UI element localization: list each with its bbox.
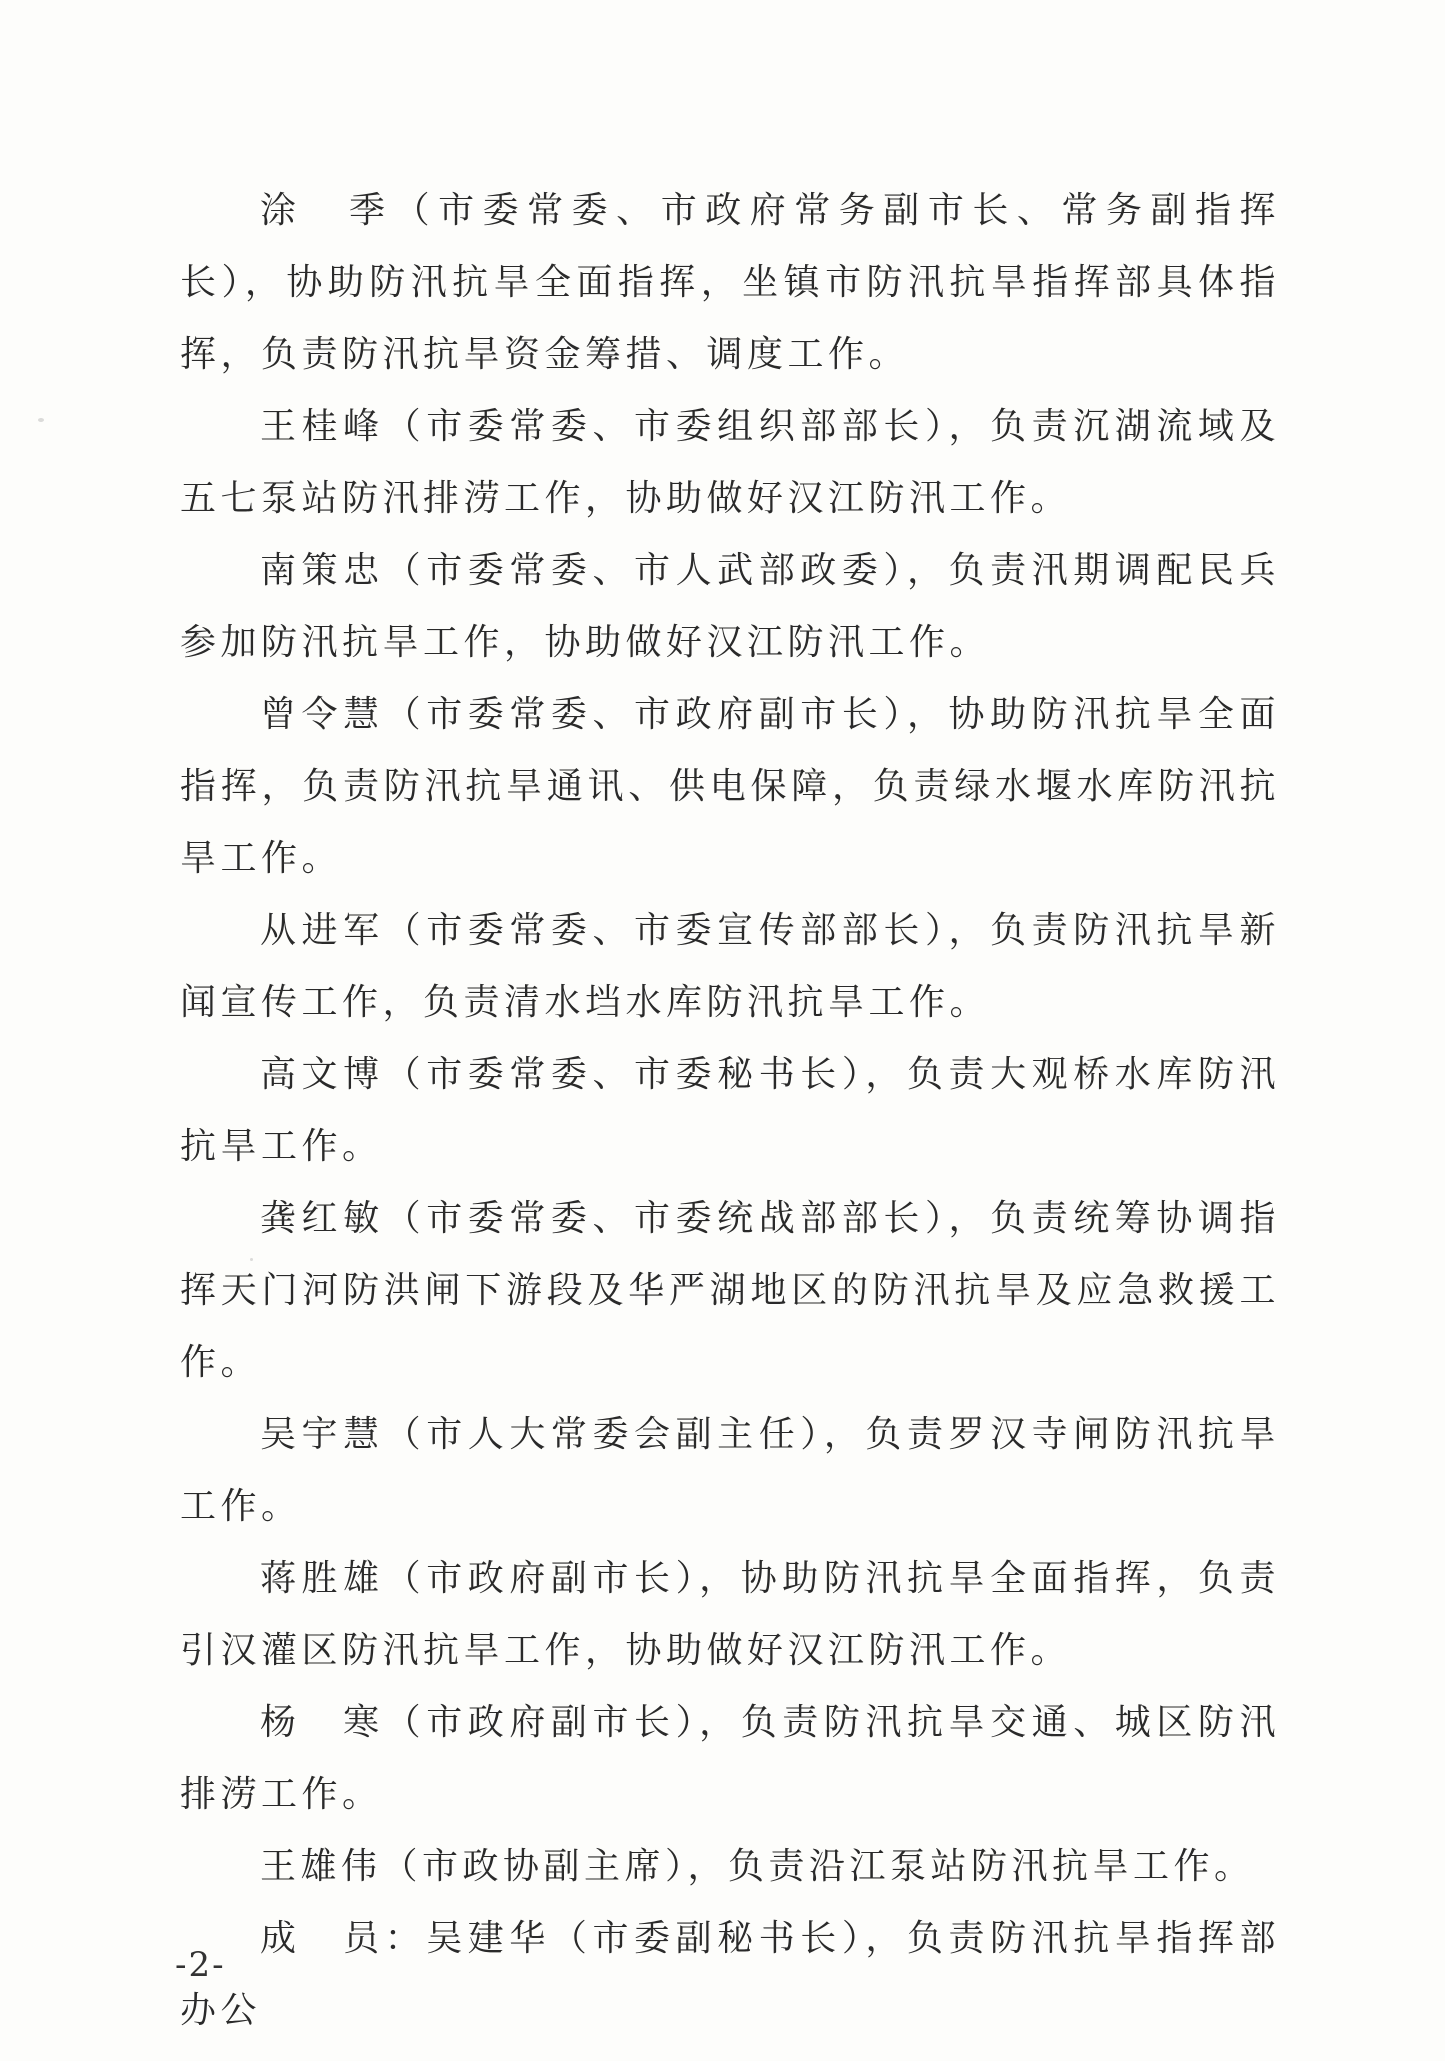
paragraph-wu-yuhui: 吴宇慧（市人大常委会副主任），负责罗汉寺闸防汛抗旱工作。	[180, 1414, 1280, 1527]
paragraph-nan-cezhong: 南策忠（市委常委、市人武部政委），负责汛期调配民兵参加防汛抗旱工作，协助做好汉江防汛工作。	[180, 550, 1280, 663]
page-number: -2-	[175, 1945, 226, 1985]
scan-speck	[38, 418, 44, 422]
paragraph-cong-jinjun: 从进军（市委常委、市委宣传部部长），负责防汛抗旱新闻宣传工作，负责清水垱水库防汛抗旱工作。	[180, 910, 1280, 1023]
paragraph-yang-han: 杨 寒（市政府副市长），负责防汛抗旱交通、城区防汛排涝工作。	[180, 1702, 1280, 1815]
paragraph-jiang-shengxiong: 蒋胜雄（市政府副市长），协助防汛抗旱全面指挥，负责引汉灌区防汛抗旱工作，协助做好汉江防汛工作。	[180, 1558, 1280, 1671]
paragraph-tu-ji: 涂 季（市委常委、市政府常务副市长、常务副指挥长），协助防汛抗旱全面指挥，坐镇市防汛抗旱指挥部具体指挥，负责防汛抗旱资金筹措、调度工作。	[180, 190, 1280, 375]
paragraph-wang-guifeng: 王桂峰（市委常委、市委组织部部长），负责沉湖流域及五七泵站防汛排涝工作，协助做好汉江防汛工作。	[180, 406, 1280, 519]
paragraph-members: 成 员：吴建华（市委副秘书长），负责防汛抗旱指挥部办公	[180, 1918, 1280, 2031]
paragraph-gong-hongmin: 龚红敏（市委常委、市委统战部部长），负责统筹协调指挥天门河防洪闸下游段及华严湖地区的防汛抗旱及应急救援工作。	[180, 1198, 1280, 1383]
paragraph-zeng-linghui: 曾令慧（市委常委、市政府副市长），协助防汛抗旱全面指挥，负责防汛抗旱通讯、供电保障，负责绿水堰水库防汛抗旱工作。	[180, 694, 1280, 879]
paragraph-gao-wenbo: 高文博（市委常委、市委秘书长），负责大观桥水库防汛抗旱工作。	[180, 1054, 1280, 1167]
document-body	[180, 175, 1280, 2047]
scan-speck	[250, 1258, 253, 1261]
paragraph-wang-xiongwei: 王雄伟（市政协副主席），负责沿江泵站防汛抗旱工作。	[260, 1846, 1255, 1887]
